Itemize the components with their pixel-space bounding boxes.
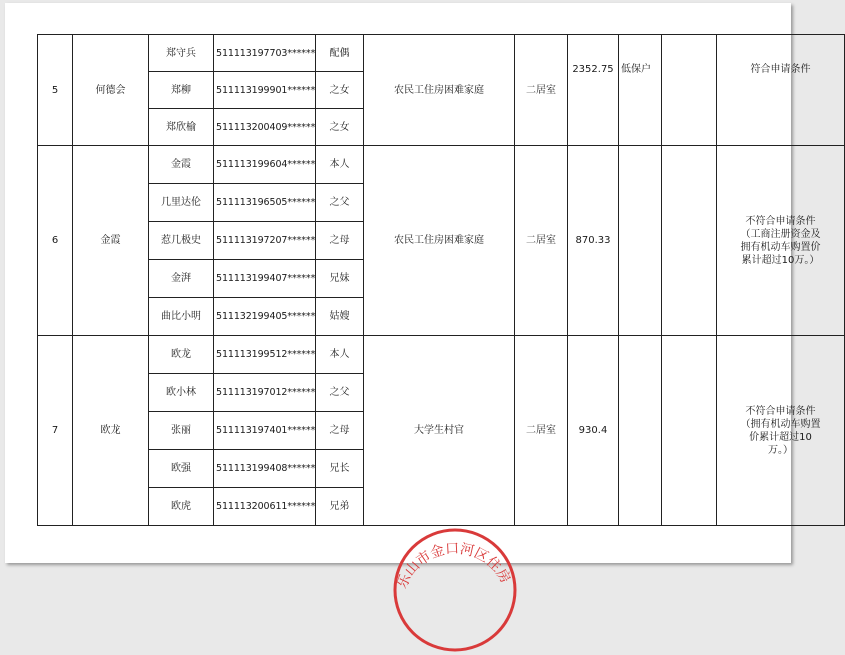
room-type: 二居室 [515, 35, 568, 146]
member-name: 郑柳 [149, 72, 214, 109]
blank-column [662, 146, 717, 336]
member-relation: 之母 [316, 412, 364, 450]
room-type: 二居室 [515, 146, 568, 336]
member-row [38, 146, 845, 184]
member-id-number: 511113200409****** [214, 109, 316, 146]
member-name: 惹几极史 [149, 222, 214, 260]
review-result [717, 336, 845, 526]
member-name: 欧虎 [149, 488, 214, 526]
member-relation: 之父 [316, 374, 364, 412]
household-category: 农民工住房困难家庭 [364, 35, 515, 146]
member-name: 欧强 [149, 450, 214, 488]
room-type: 二居室 [515, 336, 568, 526]
member-id-number: 511113197207****** [214, 222, 316, 260]
member-id-number: 511113197401****** [214, 412, 316, 450]
member-id-number: 511113199512****** [214, 336, 316, 374]
applicant-name: 金霞 [73, 146, 149, 336]
member-relation: 之父 [316, 184, 364, 222]
blank-column [662, 336, 717, 526]
member-id-number: 511113199901****** [214, 72, 316, 109]
insurance-status [619, 146, 662, 336]
document-page [5, 3, 821, 592]
household-amount: 870.33 [568, 146, 619, 336]
member-relation: 兄长 [316, 450, 364, 488]
member-name: 几里达伦 [149, 184, 214, 222]
household-number: 6 [38, 146, 73, 336]
member-name: 金霞 [149, 146, 214, 184]
insurance-status: 低保户 [619, 35, 662, 146]
member-relation: 配偶 [316, 35, 364, 72]
member-relation: 兄弟 [316, 488, 364, 526]
household-number: 7 [38, 336, 73, 526]
member-id-number: 511113199408****** [214, 450, 316, 488]
member-relation: 之女 [316, 109, 364, 146]
member-id-number: 511113199604****** [214, 146, 316, 184]
member-row [38, 336, 845, 374]
applicant-name: 欧龙 [73, 336, 149, 526]
official-seal-stamp [390, 525, 520, 655]
review-result [717, 35, 845, 146]
member-id-number: 511113197703****** [214, 35, 316, 72]
insurance-status [619, 336, 662, 526]
household-category: 大学生村官 [364, 336, 515, 526]
household-number: 5 [38, 35, 73, 146]
member-row [38, 35, 845, 72]
review-result-text: 不符合申请条件（工商注册资金及拥有机动车购置价累计超过10万。） [740, 215, 821, 266]
household-table [37, 34, 845, 526]
member-id-number: 511113196505****** [214, 184, 316, 222]
member-relation: 兄妹 [316, 260, 364, 298]
member-id-number: 511113200611****** [214, 488, 316, 526]
household-amount: 930.4 [568, 336, 619, 526]
member-relation: 之女 [316, 72, 364, 109]
seal-text: 乐山市金口河区住房 [394, 540, 514, 592]
member-id-number: 511113197012****** [214, 374, 316, 412]
member-name: 郑守兵 [149, 35, 214, 72]
member-name: 曲比小明 [149, 298, 214, 336]
household-amount: 2352.75 [568, 35, 619, 146]
member-name: 欧小林 [149, 374, 214, 412]
member-name: 郑欣榆 [149, 109, 214, 146]
household-table-body [38, 35, 845, 526]
review-result-text: 符合申请条件 [750, 64, 811, 75]
member-id-number: 511132199405****** [214, 298, 316, 336]
member-id-number: 511113199407****** [214, 260, 316, 298]
household-category: 农民工住房困难家庭 [364, 146, 515, 336]
review-result-text: 不符合申请条件（拥有机动车购置价累计超过10万。） [740, 405, 821, 456]
member-name: 金湃 [149, 260, 214, 298]
applicant-name: 何德会 [73, 35, 149, 146]
member-relation: 姑嫂 [316, 298, 364, 336]
member-name: 欧龙 [149, 336, 214, 374]
member-relation: 本人 [316, 146, 364, 184]
blank-column [662, 35, 717, 146]
member-name: 张丽 [149, 412, 214, 450]
member-relation: 之母 [316, 222, 364, 260]
member-relation: 本人 [316, 336, 364, 374]
review-result [717, 146, 845, 336]
